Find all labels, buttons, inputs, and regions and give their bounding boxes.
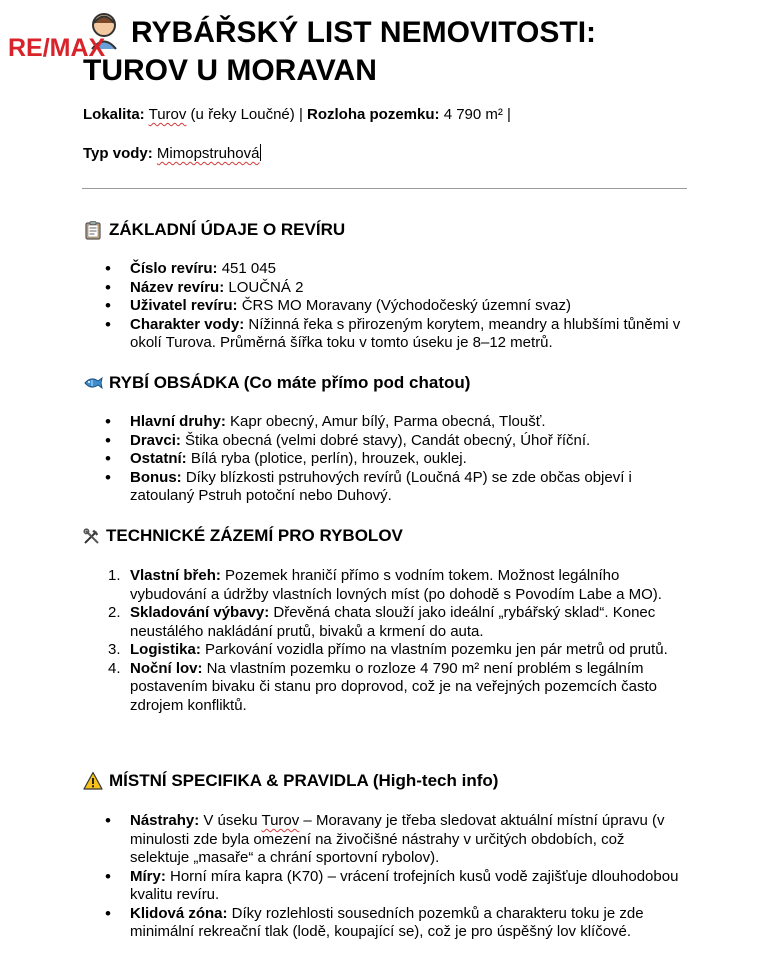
item-text: ČRS MO Moravany (Východočeský územní svaz) [237, 297, 571, 314]
item-number: 3. [108, 641, 121, 658]
typ-vody-value: Mimopstruhová [156, 145, 260, 162]
item-label: Míry: [130, 867, 166, 885]
list-item [83, 297, 683, 316]
section-heading-specifika [83, 770, 498, 792]
item-text: 451 045 [217, 260, 276, 277]
item-text: Parkování vozidla přímo na vlastním pozemku jen pár metrů od prutů. [200, 641, 668, 658]
item-label: Uživatel revíru: [130, 297, 238, 314]
list-item [83, 316, 683, 353]
item-text: LOUČNÁ 2 [224, 278, 304, 296]
rozloha-label: Rozloha pozemku: [307, 106, 440, 123]
item-label: Ostatní: [130, 450, 187, 467]
remax-logo: RE/MAX [8, 34, 106, 62]
item-label: Skladování výbavy: [130, 604, 270, 621]
item-label: Vlastní břeh: [130, 567, 221, 584]
list-item [83, 432, 683, 451]
list-item [83, 567, 683, 604]
warning-icon [83, 771, 103, 791]
section-title: TECHNICKÉ ZÁZEMÍ PRO RYBOLOV [106, 526, 403, 545]
section-title: MÍSTNÍ SPECIFIKA & PRAVIDLA (High-tech info) [109, 771, 499, 790]
page-title [83, 14, 723, 90]
lokalita-label: Lokalita: [83, 106, 145, 123]
list-item [83, 450, 683, 469]
rozloha-value: 4 790 m² | [439, 106, 511, 123]
horizontal-divider [82, 188, 687, 189]
item-text: Nížinná řeka s přirozeným korytem, meandry a hlubšími tůněmi v okolí Turova. Průměrná šířka toku v tomto úseku je 8–12 metrů. [130, 315, 681, 351]
section-heading-zazemi [83, 525, 403, 547]
section-heading-obsadka [83, 372, 470, 394]
item-number: 4. [108, 659, 121, 677]
list-item [83, 413, 683, 432]
item-label: Číslo revíru: [130, 260, 218, 277]
section-title: RYBÍ OBSÁDKA (Co máte přímo pod chatou) [109, 373, 471, 392]
list-item [83, 604, 683, 641]
item-text: Kapr obecný, Amur bílý, Parma obecná, Tloušť. [225, 413, 546, 430]
section-title: ZÁKLADNÍ ÚDAJE O REVÍRU [109, 220, 346, 239]
item-number: 1. [108, 567, 121, 584]
item-number: 2. [108, 604, 121, 621]
list-obsadka [83, 413, 683, 506]
list-item [83, 905, 683, 942]
item-label: Bonus: [130, 468, 182, 486]
item-label: Logistika: [130, 641, 201, 658]
list-item [83, 641, 683, 660]
item-text: Díky blízkosti pstruhových revírů (Loučná 4P) se zde občas objeví i zatoulaný Pstruh potoční nebo Duhový. [130, 468, 632, 504]
item-text: Horní míra kapra (K70) – vrácení trofejních kusů vodě zajišťuje dlouhodobou kvalitu revíru. [130, 867, 679, 903]
lokalita-place: Turov [148, 106, 187, 123]
item-label: Nástrahy: [130, 812, 200, 829]
clipboard-icon [83, 220, 103, 240]
item-label: Název revíru: [130, 278, 225, 296]
list-item [83, 812, 683, 868]
list-item [83, 868, 683, 905]
list-zakladni [83, 260, 683, 353]
list-item [83, 279, 683, 298]
item-text: Díky rozlehlosti sousedních pozemků a charakteru toku je zde minimální rekreační tlak (lodě, koupající se), což je pro úspěšný lov klíčové. [130, 904, 644, 940]
title-line1: RYBÁŘSKÝ LIST NEMOVITOSTI: [131, 16, 597, 49]
item-text: Dřevěná chata slouží jako ideální „rybářský sklad“. Konec neustálého nakládání prutů, bivaků a krmení do auta. [130, 604, 656, 640]
list-specifika [83, 812, 683, 942]
typ-vody-label: Typ vody: [83, 145, 153, 162]
text-cursor [260, 144, 261, 161]
item-text: Pozemek hraničí přímo s vodním tokem. Možnost legálního vybudování a údržby vlastních lovných míst (po dohodě s Povodím Labe a MO). [130, 567, 662, 603]
item-label: Dravci: [130, 431, 181, 449]
title-line2: TUROV U MORAVAN [83, 54, 377, 87]
item-label: Hlavní druhy: [130, 413, 226, 430]
tools-icon [83, 528, 100, 545]
item-label: Klidová zóna: [130, 904, 228, 922]
meta-water-type [83, 144, 261, 162]
list-item [83, 260, 683, 279]
item-text: Štika obecná (velmi dobré stavy), Candát obecný, Úhoř říční. [180, 431, 591, 449]
item-text-pre: V úseku [199, 812, 262, 829]
item-text: – Moravany je třeba sledovat aktuální místní úpravu (v minulosti zde byla omezení na živočišné nástrahy v určitých obdobích, což selektuje „masaře“ a chrání sportovní rybolov). [130, 812, 665, 866]
item-place: Turov [261, 812, 300, 829]
item-text: Bílá ryba (plotice, perlín), hrouzek, ouklej. [186, 450, 467, 467]
fish-icon [83, 373, 103, 393]
item-label: Charakter vody: [130, 315, 245, 333]
section-heading-zakladni [83, 219, 345, 241]
lokalita-rest: (u řeky Loučné) | [186, 106, 308, 123]
meta-location-area [83, 106, 511, 123]
item-text: Na vlastním pozemku o rozloze 4 790 m² není problém s legálním postavením bivaku či stanu pro doprovod, což je na veřejných pozemcích často zdrojem konfliktů. [130, 659, 657, 714]
item-label: Noční lov: [130, 659, 203, 677]
list-item [83, 469, 683, 506]
list-item [83, 660, 683, 716]
list-zazemi [83, 567, 683, 715]
